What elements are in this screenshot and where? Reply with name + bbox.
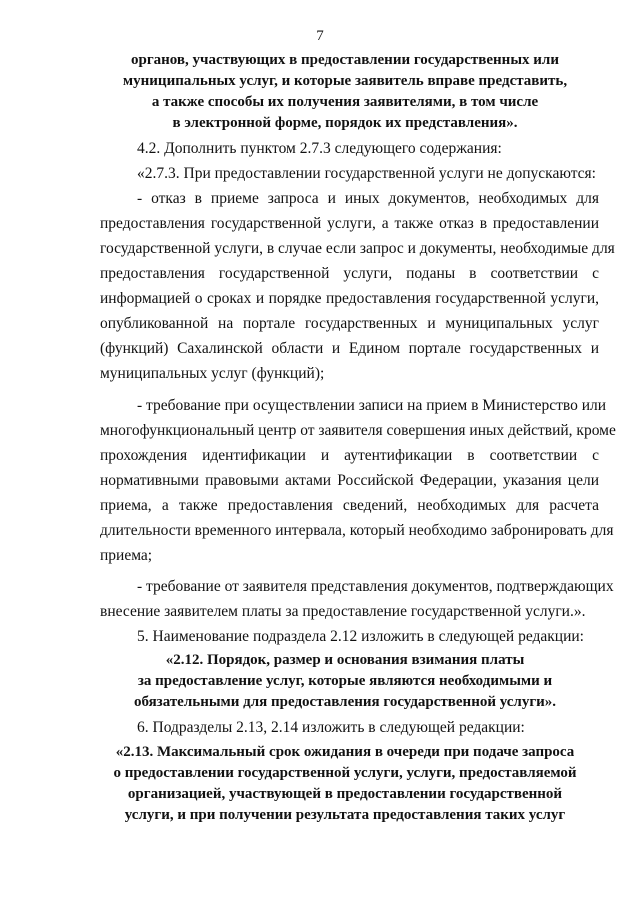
heading-line: в электронной форме, порядок их представления». <box>172 115 518 131</box>
text-line: приема; <box>100 547 153 564</box>
heading-line: «2.13. Максимальный срок ожидания в очереди при подаче запроса <box>115 744 575 760</box>
text-line: - требование от заявителя представления документов, подтверждающих <box>137 578 614 595</box>
text-line: приема, а также предоставления сведений, необходимых для расчета <box>100 497 599 514</box>
heading-line: органов, участвующих в предоставлении государственных или <box>131 52 559 68</box>
heading-line: обязательными для предоставления государственной услуги». <box>133 694 557 710</box>
text-line: опубликованной на портале государственных и муниципальных услуг <box>100 315 599 332</box>
text-line: государственной услуги, в случае если запрос и документы, необходимые для <box>100 240 615 257</box>
heading-line: а также способы их получения заявителями, в том числе <box>151 94 539 110</box>
text-line: (функций) Сахалинской области и Едином портале государственных и <box>100 340 599 357</box>
paragraph-2-7-3: «2.7.3. При предоставлении государственной услуги не допускаются: <box>137 165 596 182</box>
heading-line: организацией, участвующей в предоставлении государственной <box>127 786 563 802</box>
paragraph-4-2: 4.2. Дополнить пунктом 2.7.3 следующего содержания: <box>137 140 502 157</box>
heading-line: за предоставление услуг, которые являются необходимыми и <box>137 673 553 689</box>
heading-line: о предоставлении государственной услуги, услуги, предоставляемой <box>113 765 577 781</box>
text-line: предоставления государственной услуги, а также отказ в предоставлении <box>100 215 599 232</box>
heading-line: услуги, и при получении результата предоставления таких услуг <box>124 807 566 823</box>
text-line: многофункциональный центр от заявителя совершения иных действий, кроме <box>100 422 616 439</box>
heading-line: «2.12. Порядок, размер и основания взимания платы <box>165 652 525 668</box>
section-heading-2-12 <box>90 650 600 713</box>
paragraph-6: 6. Подразделы 2.13, 2.14 изложить в следующей редакции: <box>137 719 525 736</box>
heading-line: муниципальных услуг, и которые заявитель вправе представить, <box>122 73 568 89</box>
text-line: нормативными правовыми актами Российской Федерации, указания цели <box>100 472 599 489</box>
text-line: - отказ в приеме запроса и иных документов, необходимых для <box>137 190 599 207</box>
text-line: прохождения идентификации и аутентификации в соответствии с <box>100 447 599 464</box>
text-line: информацией о сроках и порядке предоставления государственной услуги, <box>100 290 599 307</box>
page-number: 7 <box>316 28 324 44</box>
text-line: длительности временного интервала, который необходимо забронировать для <box>100 522 614 539</box>
text-line: предоставления государственной услуги, поданы в соответствии с <box>100 265 599 282</box>
section-heading-2-13 <box>90 742 600 826</box>
text-line: внесение заявителем платы за предоставление государственной услуги.». <box>100 603 586 620</box>
text-line: муниципальных услуг (функций); <box>100 365 325 382</box>
text-line: - требование при осуществлении записи на прием в Министерство или <box>137 397 607 414</box>
paragraph-5: 5. Наименование подраздела 2.12 изложить в следующей редакции: <box>137 628 584 645</box>
section-heading-documents <box>90 50 600 134</box>
